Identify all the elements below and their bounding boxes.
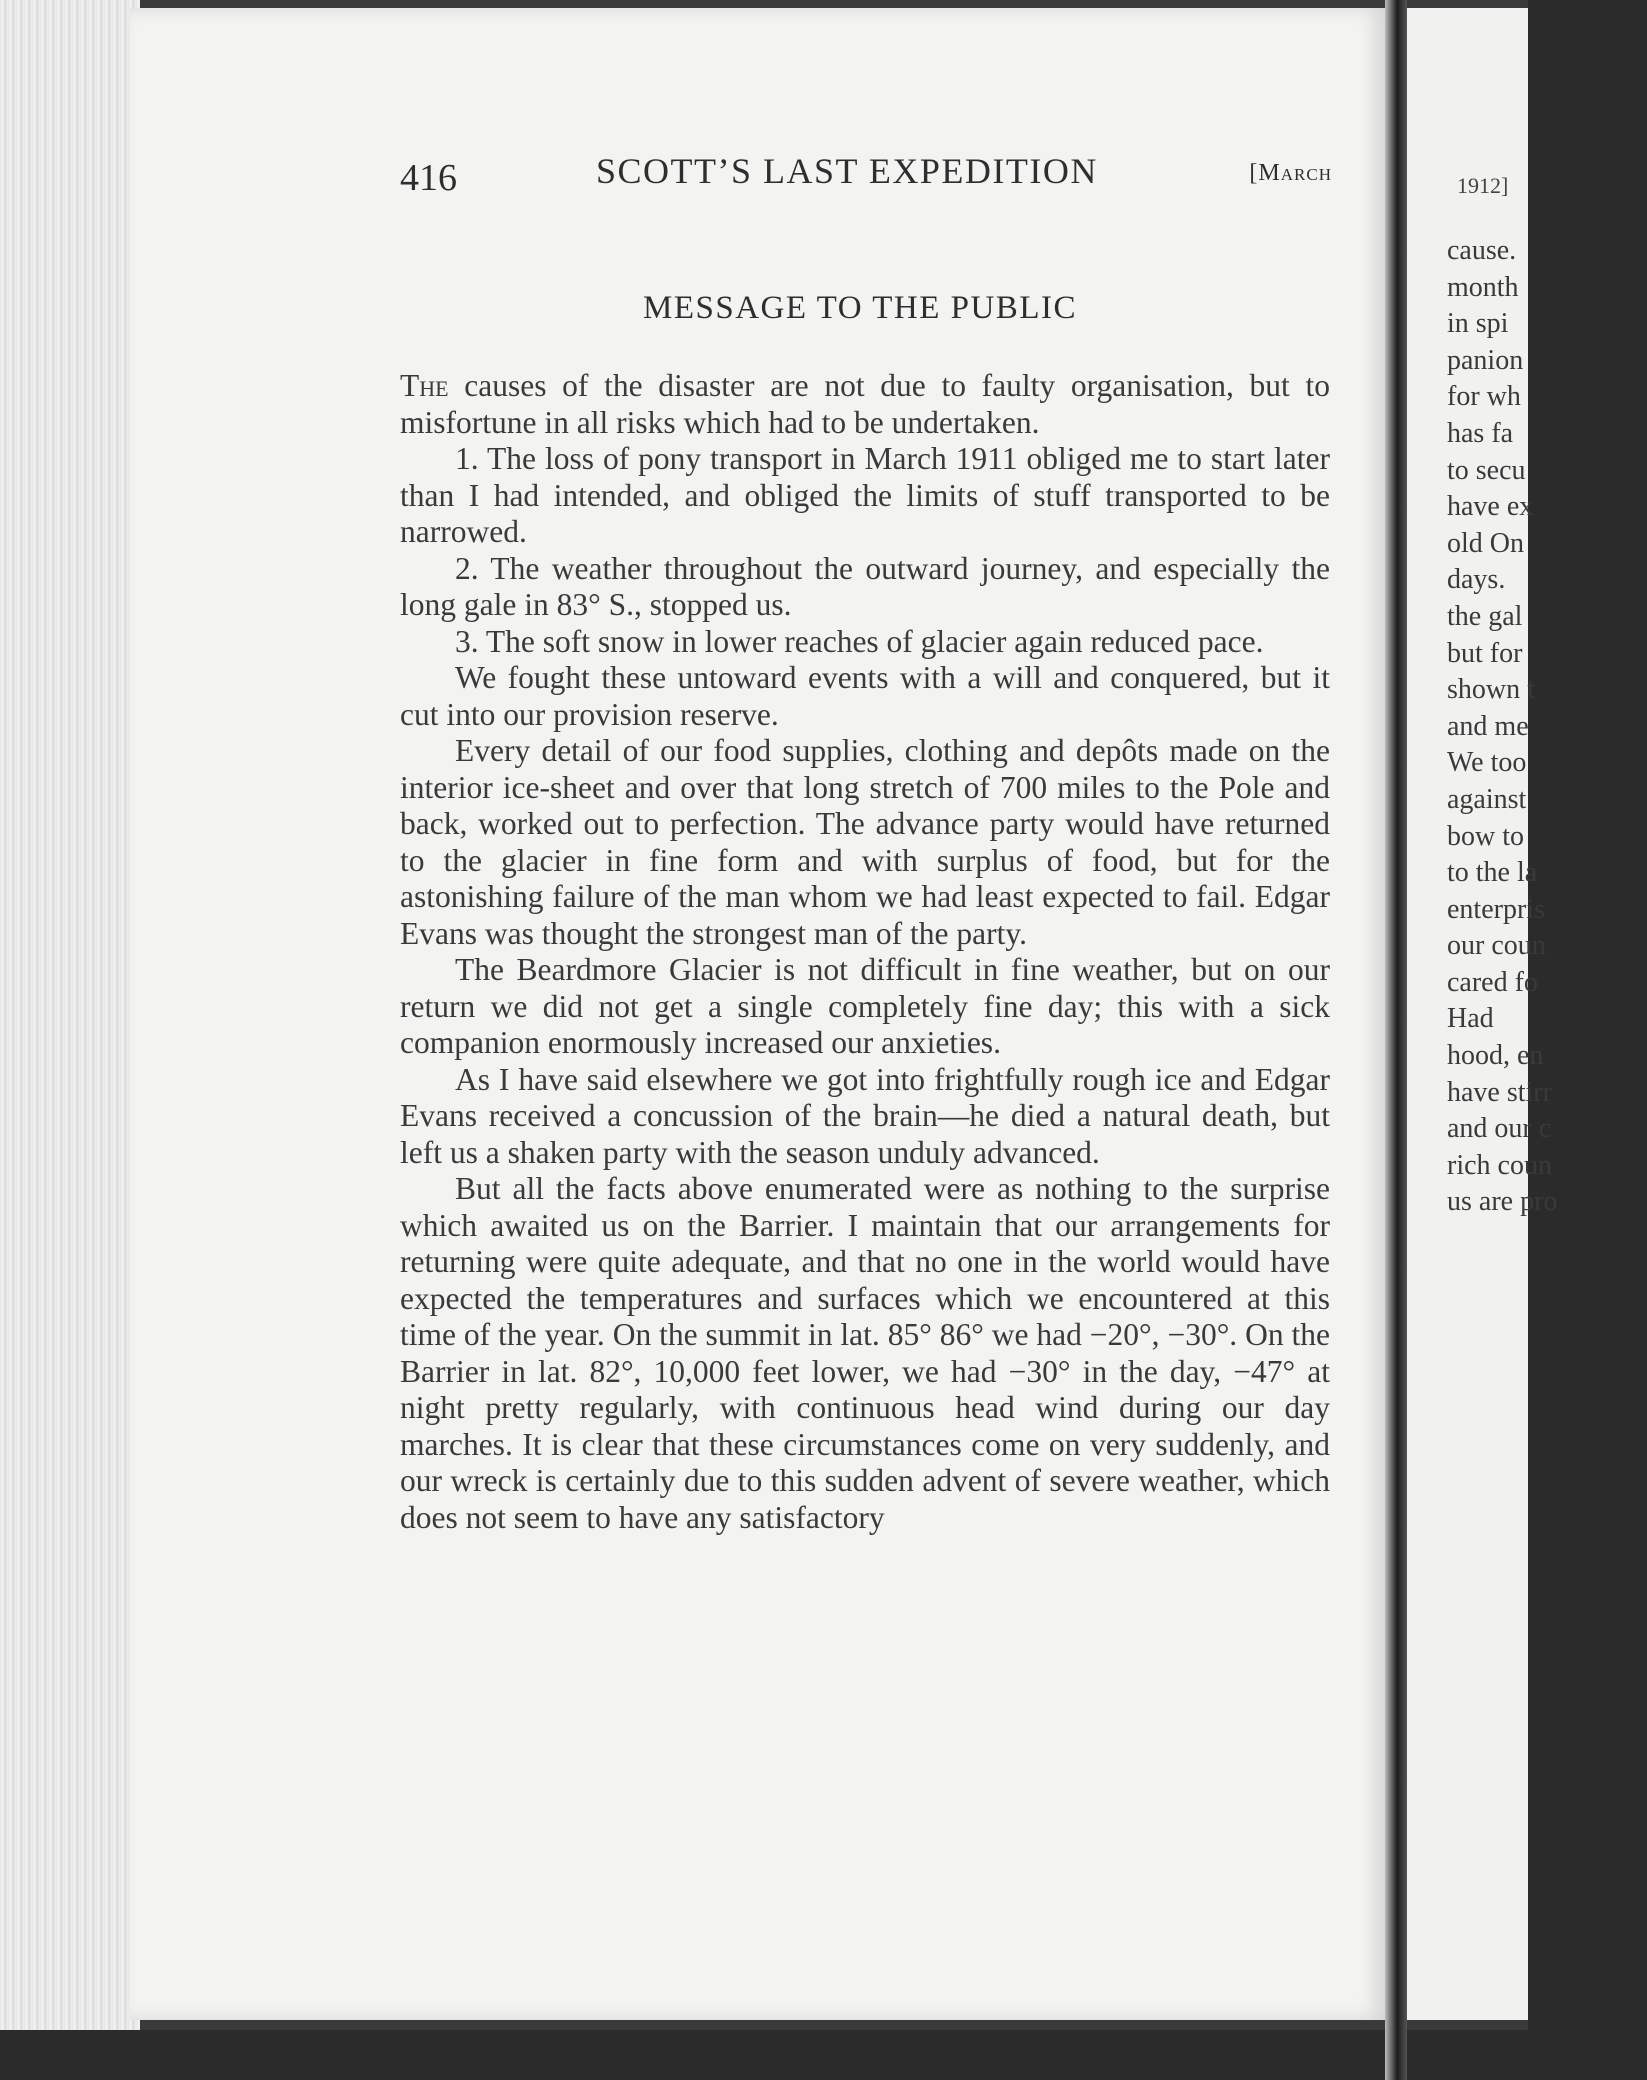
paragraph: 1. The loss of pony transport in March 1911 obliged me to start later than I had intended, and obliged the limits of stuff transported to be narrowed. [400, 441, 1330, 549]
right-page-line: panion [1447, 344, 1524, 376]
right-page-line: bow to [1447, 820, 1524, 852]
running-head-month: [March [1249, 160, 1332, 186]
right-page-line: has fa [1447, 417, 1514, 449]
paragraph: As I have said elsewhere we got into frightfully rough ice and Edgar Evans received a concussion of the brain—he died a natural death, but left us a shaken party with the season unduly advanced. [400, 1061, 1330, 1170]
right-page-line: have stirr [1447, 1076, 1552, 1108]
right-page-line: for wh [1447, 381, 1521, 413]
right-page-line: rich coun [1447, 1149, 1552, 1181]
right-page-line: in spi [1447, 308, 1509, 340]
right-page-header: 1912] [1457, 173, 1509, 198]
right-page-line: our coun [1447, 930, 1546, 962]
right-page-line: to secu [1447, 454, 1526, 486]
right-page-line: enterpris [1447, 893, 1545, 925]
right-page-line: have ex [1447, 491, 1534, 523]
right-page-line: old On [1447, 527, 1524, 559]
paragraph: But all the facts above enumerated were as nothing to the surprise which awaited us on the Barrier. I maintain that our arrangements for returning were quite adequate, and that no one in the world would have expected the temperatures and surfaces which we encountered at this time of the year. On the summit in lat. 85° 86° we had −20°, −30°. On the Barrier in lat. 82°, 10,000 feet lower, we had −30° in the day, −47° at night pretty regularly, with continuous head wind during our day marches. It is clear that these circumstances come on very suddenly, and our wreck is certainly due to this sudden advent of severe weather, which does not seem to have any satisfactory [400, 1171, 1330, 1535]
right-page-line: cause. [1447, 235, 1517, 266]
body-text [400, 368, 1330, 1536]
section-title: MESSAGE TO THE PUBLIC [643, 290, 1077, 326]
page-edges [0, 0, 140, 2080]
paragraph: The causes of the disaster are not due to faulty organisation, but to misfortune in all risks which had to be undertaken. [400, 368, 1330, 440]
scan-bottom-edge [0, 2030, 1528, 2080]
right-page-line: us are pro [1447, 1186, 1558, 1218]
right-page-text [1447, 233, 1647, 1221]
right-page-line: shown t [1447, 674, 1535, 706]
book-title: SCOTT’S LAST EXPEDITION [596, 151, 1098, 191]
right-page-line: hood, en [1447, 1040, 1544, 1072]
book-gutter [1385, 0, 1407, 2080]
paragraph: 3. The soft snow in lower reaches of glacier again reduced pace. [455, 623, 1264, 659]
right-page-line: and me [1447, 710, 1529, 742]
paragraph: The Beardmore Glacier is not difficult in fine weather, but on our return we did not get a single completely fine day; this with a sick companion enormously increased our anxieties. [400, 952, 1330, 1060]
right-page-line: Had [1447, 1003, 1494, 1035]
right-page-line: We too [1447, 747, 1527, 779]
right-page-line: against [1447, 783, 1527, 815]
right-page-line: days. [1447, 564, 1506, 596]
paragraph: 2. The weather throughout the outward journey, and especially the long gale in 83° S., stopped us. [400, 550, 1330, 622]
right-page-line: but for [1447, 637, 1523, 669]
lead-word: The [400, 368, 449, 403]
paragraph: We fought these untoward events with a will and conquered, but it cut into our provision reserve. [400, 660, 1330, 732]
right-page-line: month [1447, 271, 1519, 303]
right-page-line: and our c [1447, 1113, 1552, 1145]
page-number: 416 [400, 157, 457, 199]
right-page-line: the gal [1447, 600, 1523, 632]
right-page-line: to the la [1447, 857, 1538, 889]
right-page [1407, 8, 1558, 2020]
paragraph: Every detail of our food supplies, clothing and depôts made on the interior ice-sheet and over that long stretch of 700 miles to the Pole and back, worked out to perfection. The advance party would have returned to the glacier in fine form and with surplus of food, but for the astonishing failure of the man whom we had least expected to fail. Edgar Evans was thought the strongest man of the party. [400, 733, 1330, 951]
right-page-line: cared fo [1447, 966, 1538, 998]
running-head [400, 150, 1340, 210]
